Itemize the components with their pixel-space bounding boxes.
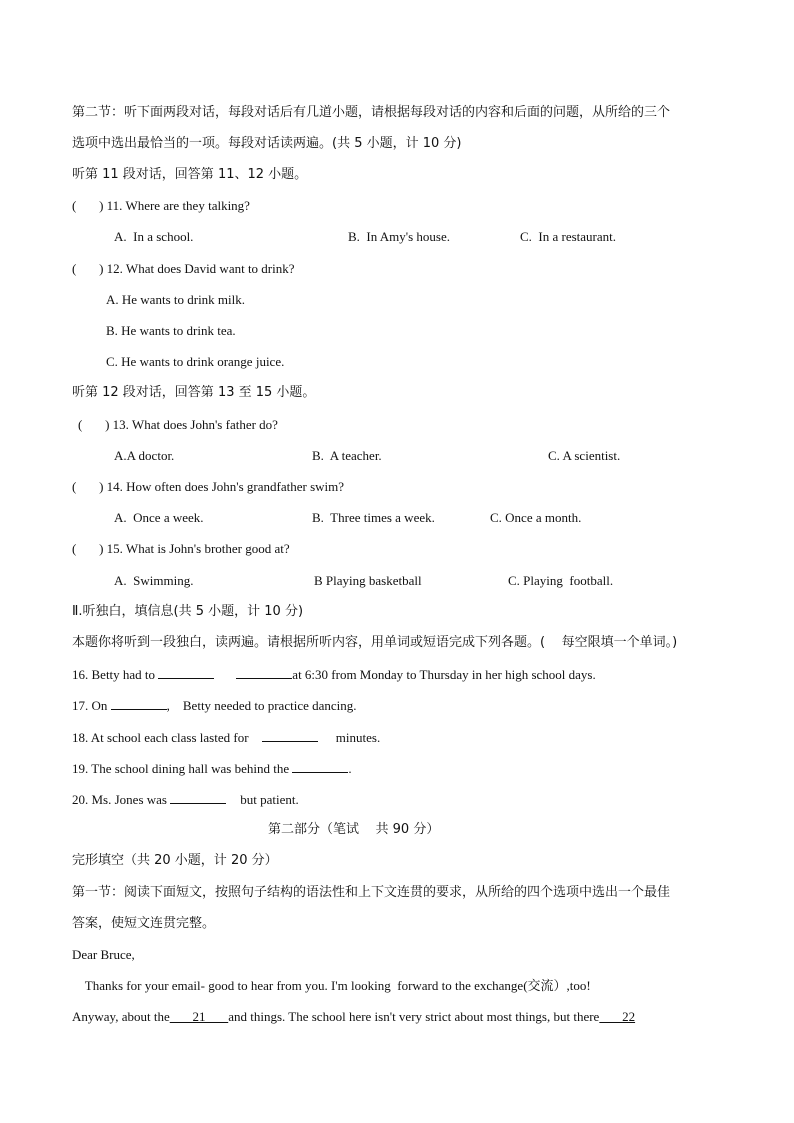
cloze-blank-22: 22 (599, 1009, 636, 1024)
q19-line (72, 759, 352, 778)
cloze-instruction-line2: 答案，使短文连贯完整。 (72, 916, 216, 931)
q16-blank-1 (158, 665, 214, 679)
q13-option-b: B. A teacher. (312, 448, 382, 463)
q15-option-a: A. Swimming. (114, 573, 194, 588)
letter-paragraph-2 (72, 1008, 635, 1026)
q11-stem: ( ) 11. Where are they talking? (72, 198, 250, 213)
q16-blank-2 (236, 665, 292, 679)
letter-greeting: Dear Bruce, (72, 947, 135, 962)
q13-stem: ( ) 13. What does John's father do? (78, 417, 278, 432)
q17-text-a: 17. On (72, 698, 111, 713)
written-part-title: 第二部分（笔试 共 90 分） (268, 822, 440, 837)
q14-option-b: B. Three times a week. (312, 510, 435, 525)
cloze-instruction-line1: 第一节：阅读下面短文，按照句子结构的语法性和上下文连贯的要求，从所给的四个选项中选出一个最佳 (72, 885, 671, 900)
q11-option-b: B. In Amy's house. (348, 229, 451, 244)
part2-instruction: 本题你将听到一段独白，读两遍。请根据所听内容，用单词或短语完成下列各题。( 每空限填一个单词。) (72, 635, 678, 650)
q12-option-a: A. He wants to drink milk. (106, 292, 246, 307)
para2-text-b: and things. The school here isn't very strict about most things, but there (228, 1009, 600, 1024)
dialog11-intro: 听第 11 段对话，回答第 11、12 小题。 (72, 167, 308, 182)
part2-heading: Ⅱ.听独白，填信息(共 5 小题，计 10 分) (72, 604, 304, 619)
q17-line (72, 696, 357, 715)
q13-option-a: A.A doctor. (114, 448, 175, 463)
q13-option-c: C. A scientist. (548, 448, 621, 463)
letter-paragraph-1: Thanks for your email- good to hear from you. I'm looking forward to the exchange(交流）,too! (72, 978, 591, 993)
q20-text-a: 20. Ms. Jones was (72, 792, 171, 807)
cloze-blank-21: 21 (169, 1009, 229, 1024)
q12-option-c: C. He wants to drink orange juice. (106, 354, 285, 369)
q16-text-b: at 6:30 from Monday to Thursday in her high school days. (292, 667, 596, 682)
q14-stem: ( ) 14. How often does John's grandfather swim? (72, 479, 345, 494)
q15-stem: ( ) 15. What is John's brother good at? (72, 541, 290, 556)
q20-blank (170, 790, 226, 804)
para2-text-a: Anyway, about the (72, 1009, 170, 1024)
q15-option-c: C. Playing football. (508, 573, 614, 588)
dialog12-intro: 听第 12 段对话，回答第 13 至 15 小题。 (72, 385, 316, 400)
q14-option-c: C. Once a month. (490, 510, 582, 525)
section2-instruction-line1: 第二节：听下面两段对话，每段对话后有几道小题，请根据每段对话的内容和后面的问题，从所给的三个 (72, 105, 671, 120)
q20-line (72, 790, 299, 809)
q16-text-a: 16. Betty had to (72, 667, 159, 682)
q16-line (72, 665, 596, 684)
cloze-heading: 完形填空（共 20 小题，计 20 分） (72, 853, 278, 868)
q11-option-c: C. In a restaurant. (520, 229, 617, 244)
q20-text-b: but patient. (240, 792, 299, 807)
q19-text-b: . (348, 761, 352, 776)
q17-blank (111, 696, 167, 710)
q12-option-b: B. He wants to drink tea. (106, 323, 236, 338)
q18-text-b: minutes. (335, 730, 381, 745)
q19-blank (292, 759, 348, 773)
q18-text-a: 18. At school each class lasted for (72, 730, 252, 745)
q12-stem: ( ) 12. What does David want to drink? (72, 261, 295, 276)
q14-option-a: A. Once a week. (114, 510, 204, 525)
q15-option-b: B Playing basketball (314, 573, 422, 588)
q17-text-b: , Betty needed to practice dancing. (166, 698, 357, 713)
q18-blank (262, 728, 318, 742)
q18-line (72, 728, 380, 747)
section2-instruction-line2: 选项中选出最恰当的一项。每段对话读两遍。(共 5 小题，计 10 分) (72, 136, 462, 151)
q19-text-a: 19. The school dining hall was behind the (72, 761, 293, 776)
q11-option-a: A. In a school. (114, 229, 194, 244)
